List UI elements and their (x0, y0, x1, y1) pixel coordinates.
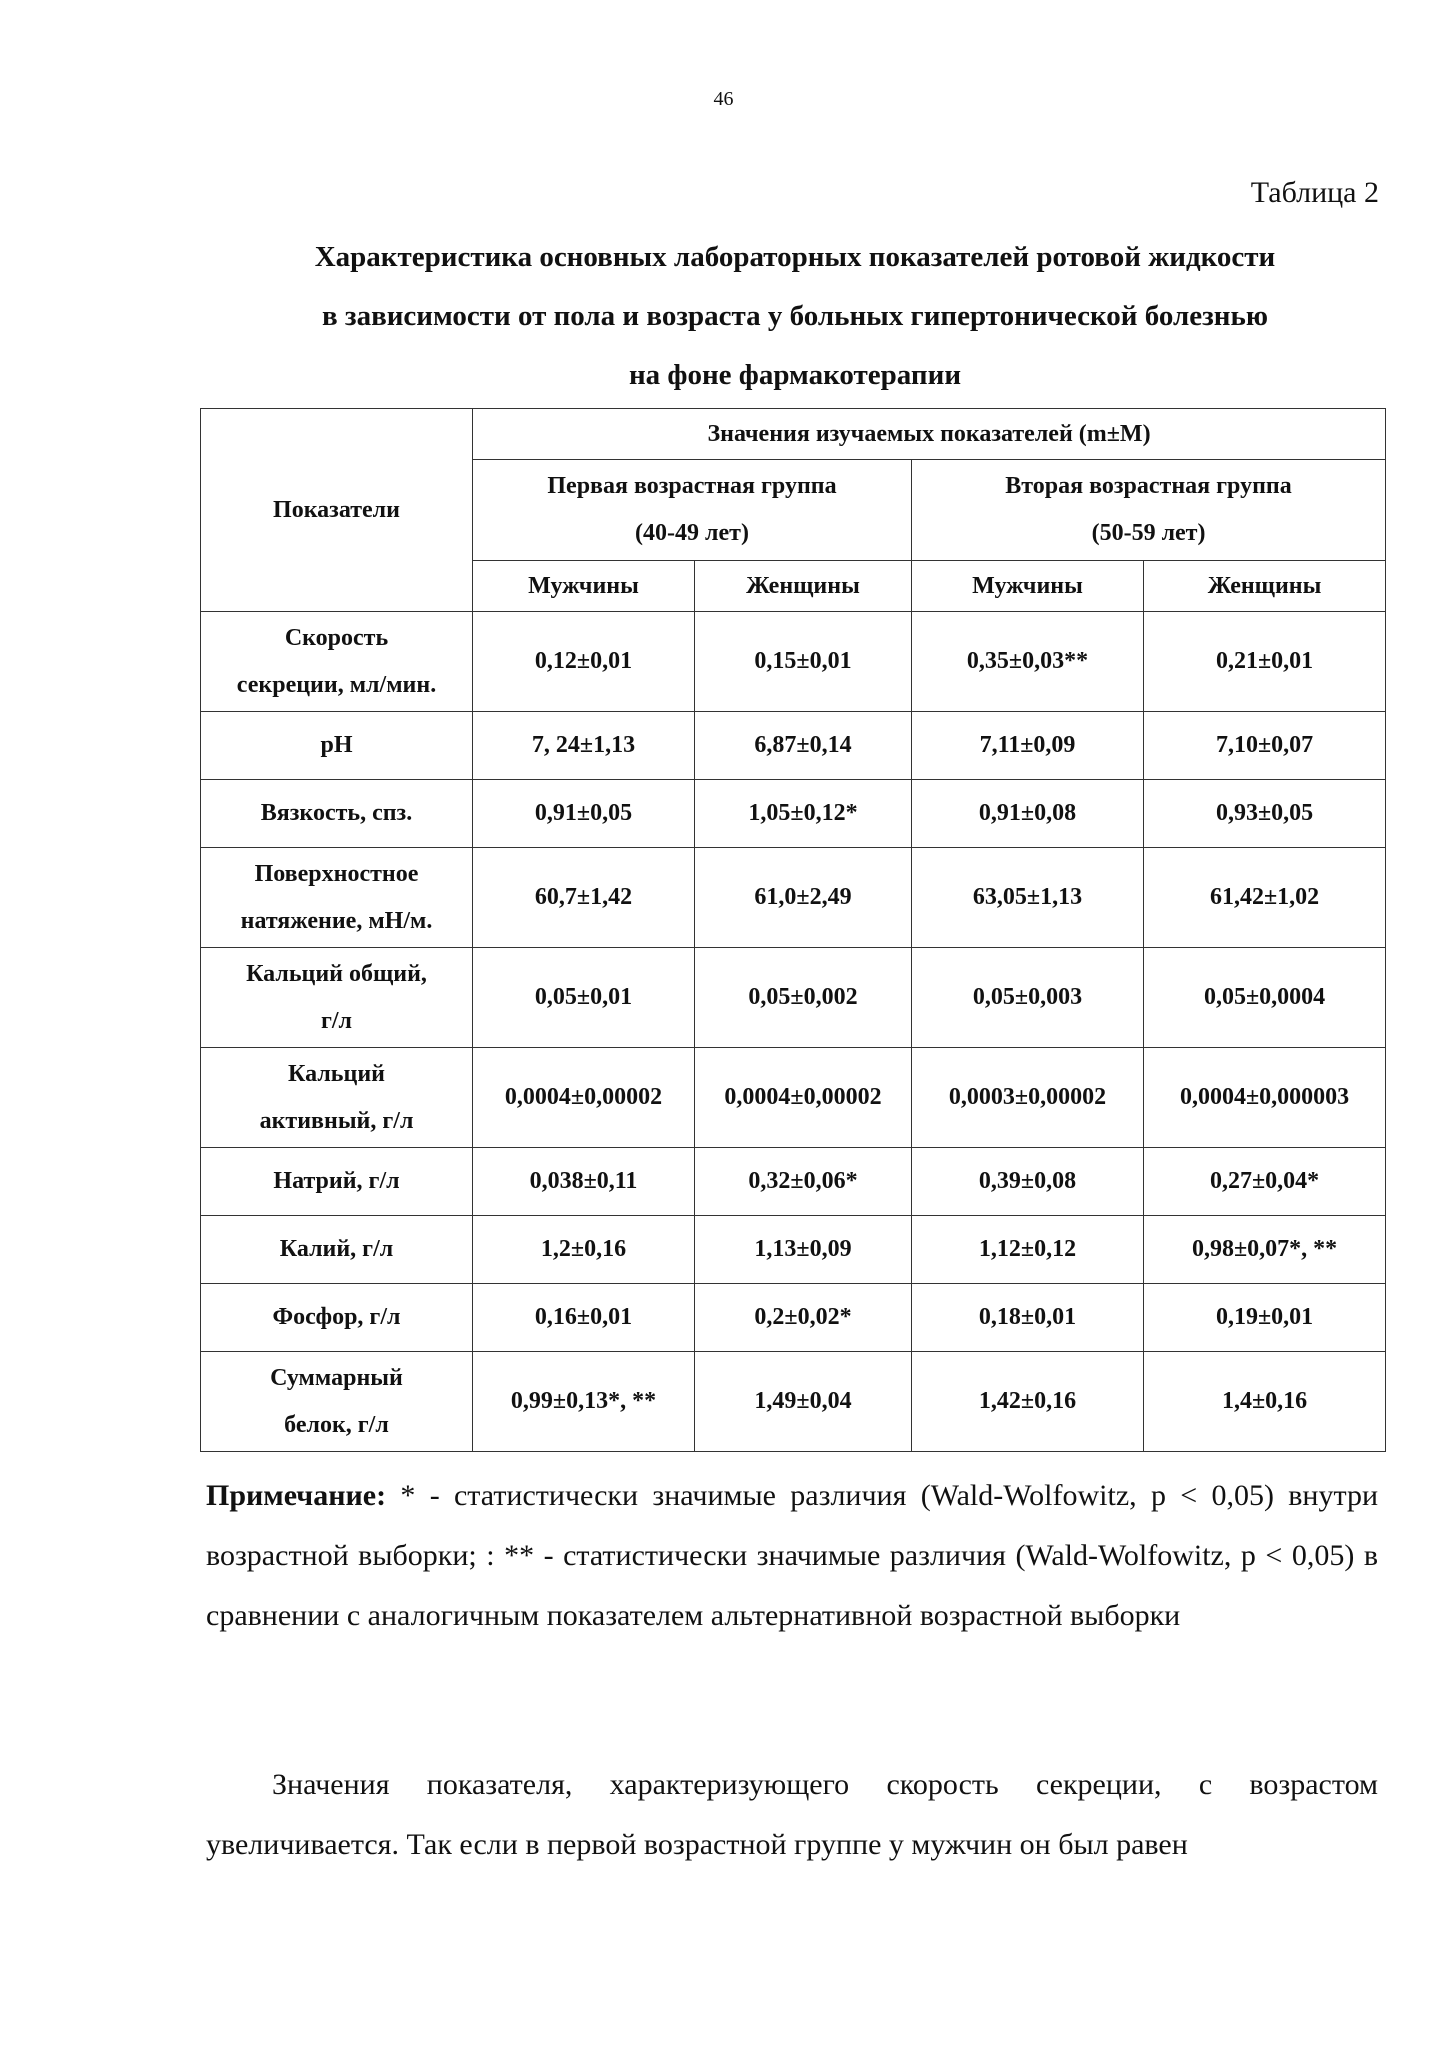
row-label (201, 1284, 473, 1352)
table-note (206, 1466, 1378, 1646)
title-line: Характеристика основных лабораторных показателей ротовой жидкости (314, 241, 1276, 273)
cell-value: 1,05±0,12* (695, 780, 912, 848)
cell-value: 0,05±0,002 (695, 948, 912, 1048)
cell-value: 1,12±0,12 (912, 1216, 1144, 1284)
table-row (201, 948, 1386, 1048)
cell-value: 0,2±0,02* (695, 1284, 912, 1352)
row-label (201, 948, 473, 1048)
row-label-line: Фосфор, г/л (272, 1304, 401, 1330)
table-row (201, 780, 1386, 848)
row-label-line: г/л (320, 1007, 353, 1034)
header-indicators: Показатели (201, 409, 473, 612)
row-label (201, 612, 473, 712)
cell-value: 0,12±0,01 (473, 612, 695, 712)
page-number: 46 (713, 88, 734, 110)
cell-value: 0,39±0,08 (912, 1148, 1144, 1216)
row-label-line: Суммарный (270, 1364, 403, 1391)
cell-value: 0,05±0,0004 (1144, 948, 1386, 1048)
cell-value: 0,19±0,01 (1144, 1284, 1386, 1352)
row-label-line: Калий, г/л (279, 1236, 394, 1262)
row-label-line: Поверхностное (254, 860, 419, 887)
cell-value: 61,42±1,02 (1144, 848, 1386, 948)
cell-value: 63,05±1,13 (912, 848, 1144, 948)
cell-value: 0,038±0,11 (473, 1148, 695, 1216)
row-label-line: натяжение, мН/м. (240, 907, 433, 934)
cell-value: 0,0004±0,00002 (473, 1048, 695, 1148)
table-label: Таблица 2 (1250, 176, 1379, 209)
header-sex: Женщины (1144, 561, 1386, 612)
cell-value: 7,11±0,09 (912, 712, 1144, 780)
row-label (201, 1216, 473, 1284)
header-values: Значения изучаемых показателей (m±M) (473, 409, 1386, 460)
cell-value: 1,42±0,16 (912, 1352, 1144, 1452)
cell-value: 0,16±0,01 (473, 1284, 695, 1352)
row-label (201, 848, 473, 948)
table-row (201, 1284, 1386, 1352)
cell-value: 0,05±0,01 (473, 948, 695, 1048)
table-row (201, 1352, 1386, 1452)
table-body (201, 612, 1386, 1452)
row-label (201, 1352, 473, 1452)
body-paragraph-text: Значения показателя, характеризующего скорость секреции, с возрастом увеличивается. Так если в первой возрастной группе у мужчин он был равен (206, 1768, 1378, 1861)
cell-value: 0,21±0,01 (1144, 612, 1386, 712)
row-label (201, 712, 473, 780)
cell-value: 0,32±0,06* (695, 1148, 912, 1216)
title-line: в зависимости от пола и возраста у больных гипертонической болезнью (322, 300, 1268, 332)
cell-value: 0,93±0,05 (1144, 780, 1386, 848)
cell-value: 61,0±2,49 (695, 848, 912, 948)
table-title (200, 228, 1390, 405)
title-line: на фоне фармакотерапии (628, 359, 962, 391)
cell-value: 0,18±0,01 (912, 1284, 1144, 1352)
row-label (201, 1048, 473, 1148)
header-group-2 (912, 460, 1386, 561)
row-label-line: белок, г/л (284, 1411, 389, 1438)
row-label (201, 1148, 473, 1216)
cell-value: 0,91±0,05 (473, 780, 695, 848)
group-1-title: Первая возрастная группа (547, 473, 837, 499)
cell-value: 0,99±0,13*, ** (473, 1352, 695, 1452)
cell-value: 0,98±0,07*, ** (1144, 1216, 1386, 1284)
header-sex: Мужчины (473, 561, 695, 612)
header-sex: Мужчины (912, 561, 1144, 612)
cell-value: 0,0004±0,000003 (1144, 1048, 1386, 1148)
cell-value: 0,0003±0,00002 (912, 1048, 1144, 1148)
cell-value: 0,0004±0,00002 (695, 1048, 912, 1148)
group-2-title: Вторая возрастная группа (1005, 473, 1292, 499)
cell-value: 0,35±0,03** (912, 612, 1144, 712)
note-label: Примечание: (206, 1479, 387, 1512)
table-row (201, 712, 1386, 780)
group-1-ages: (40-49 лет) (635, 520, 749, 546)
cell-value: 0,27±0,04* (1144, 1148, 1386, 1216)
cell-value: 60,7±1,42 (473, 848, 695, 948)
table-row (201, 848, 1386, 948)
cell-value: 1,2±0,16 (473, 1216, 695, 1284)
row-label-line: активный, г/л (259, 1107, 414, 1134)
table-header (201, 409, 1386, 612)
row-label-line: Кальций (288, 1060, 385, 1087)
note-text: * - статистически значимые различия (Wald-Wolfowitz, p < 0,05) внутри возрастной выборки; : ** - статистически значимые различия (Wald-Wolfowitz, p < 0,05) в сравнении с аналогичным показателем альтернативной возрастной выборки (206, 1479, 1378, 1632)
body-paragraph (206, 1755, 1378, 1875)
table-row (201, 1148, 1386, 1216)
row-label-line: секреции, мл/мин. (236, 671, 437, 698)
row-label-line: Кальций общий, (246, 960, 427, 987)
cell-value: 1,49±0,04 (695, 1352, 912, 1452)
cell-value: 7,10±0,07 (1144, 712, 1386, 780)
table-row (201, 1048, 1386, 1148)
cell-value: 0,91±0,08 (912, 780, 1144, 848)
row-label (201, 780, 473, 848)
table-row (201, 612, 1386, 712)
row-label-line: Скорость (284, 624, 389, 651)
row-label-line: Вязкость, спз. (260, 800, 413, 826)
cell-value: 0,15±0,01 (695, 612, 912, 712)
cell-value: 1,13±0,09 (695, 1216, 912, 1284)
row-label-line: Натрий, г/л (273, 1168, 400, 1194)
header-sex: Женщины (695, 561, 912, 612)
cell-value: 1,4±0,16 (1144, 1352, 1386, 1452)
cell-value: 0,05±0,003 (912, 948, 1144, 1048)
cell-value: 6,87±0,14 (695, 712, 912, 780)
lab-indicators-table (200, 408, 1386, 1452)
group-2-ages: (50-59 лет) (1091, 520, 1206, 546)
cell-value: 7, 24±1,13 (473, 712, 695, 780)
row-label-line: pH (320, 732, 353, 758)
table-row (201, 1216, 1386, 1284)
header-group-1 (473, 460, 912, 561)
